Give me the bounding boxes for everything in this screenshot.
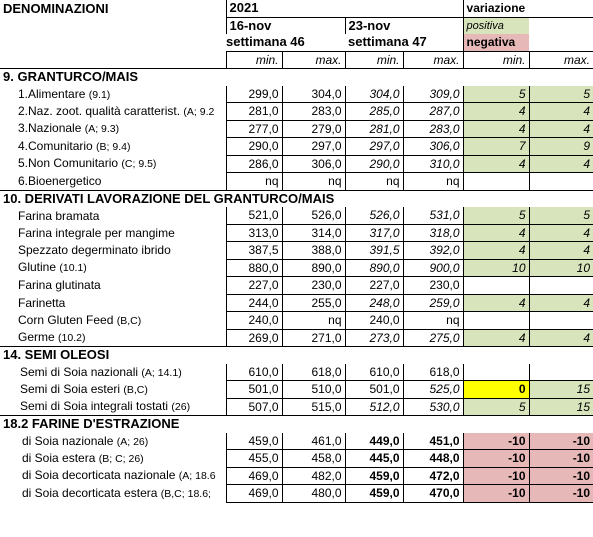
- max-prev-week: 306,0: [282, 155, 345, 173]
- item-name: di Soia nazionale: [22, 433, 114, 448]
- section-title: 10. DERIVATI LAVORAZIONE DEL GRANTURCO/MAIS: [0, 190, 593, 207]
- table-row: [0, 398, 593, 416]
- item-reference: (C; 9.5): [121, 158, 157, 171]
- min-curr-week: 317,0: [345, 224, 403, 242]
- variation-max: 4: [529, 103, 593, 121]
- row-label: [0, 467, 226, 485]
- section-header: [0, 416, 593, 433]
- item-reference: (A; 14.1): [141, 366, 182, 379]
- min-header: min.: [226, 51, 282, 69]
- min-prev-week: 313,0: [226, 224, 282, 242]
- item-reference: (A; 9.2: [183, 105, 215, 118]
- min-curr-week: 304,0: [345, 86, 403, 103]
- max-prev-week: 255,0: [282, 294, 345, 312]
- row-label: [0, 294, 226, 312]
- item-reference: (B; 9.4): [96, 140, 131, 153]
- min-curr-week: 526,0: [345, 207, 403, 224]
- variation-max: 5: [529, 207, 593, 224]
- variation-min: 4: [463, 242, 529, 260]
- item-reference: (B; C; 26): [98, 452, 144, 465]
- min-prev-week: 387,5: [226, 242, 282, 260]
- min-prev-week: 286,0: [226, 155, 282, 173]
- variation-min: [463, 312, 529, 330]
- min-curr-week: 445,0: [345, 450, 403, 468]
- min-curr-week: 290,0: [345, 155, 403, 173]
- variation-label: variazione: [463, 0, 593, 17]
- max-prev-week: 515,0: [282, 398, 345, 416]
- variation-max: 4: [529, 120, 593, 138]
- row-label: [0, 450, 226, 468]
- section-header: [0, 190, 593, 207]
- item-name: Semi di Soia nazionali: [20, 364, 139, 379]
- min-curr-week: 297,0: [345, 138, 403, 156]
- min-curr-week: 890,0: [345, 259, 403, 277]
- table-row: [0, 86, 593, 103]
- item-reference: (B,C): [123, 383, 148, 396]
- max-header: max.: [529, 51, 593, 69]
- row-label: [0, 259, 226, 277]
- row-label: [0, 138, 226, 156]
- column-title: DENOMINAZIONI: [3, 0, 109, 16]
- section-header: [0, 69, 593, 86]
- item-name: 1.Alimentare: [18, 86, 86, 101]
- item-name: Glutine: [18, 260, 57, 275]
- max-prev-week: 510,0: [282, 381, 345, 399]
- max-prev-week: 314,0: [282, 224, 345, 242]
- max-prev-week: 458,0: [282, 450, 345, 468]
- item-name: Semi di Soia esteri: [20, 381, 121, 396]
- item-name: Corn Gluten Feed: [18, 312, 114, 327]
- item-reference: (A; 26): [116, 435, 149, 448]
- row-label: [0, 103, 226, 121]
- table-row: [0, 450, 593, 468]
- variation-min: -10: [463, 433, 529, 450]
- variation-min: -10: [463, 467, 529, 485]
- min-prev-week: 277,0: [226, 120, 282, 138]
- max-prev-week: 279,0: [282, 120, 345, 138]
- variation-min: 7: [463, 138, 529, 156]
- date1-label: 16-nov: [226, 17, 345, 34]
- variation-max: 4: [529, 224, 593, 242]
- variation-min: 5: [463, 207, 529, 224]
- negative-legend: negativa: [463, 34, 529, 51]
- table-row: [0, 138, 593, 156]
- row-label: [0, 224, 226, 242]
- min-prev-week: 469,0: [226, 485, 282, 503]
- variation-min: [463, 277, 529, 295]
- item-reference: (B,C; 18.6;: [160, 487, 211, 500]
- variation-max: 15: [529, 398, 593, 416]
- header-row-3: [0, 34, 593, 51]
- header-row-4: [0, 51, 593, 69]
- max-curr-week: 259,0: [403, 294, 463, 312]
- table-row: [0, 224, 593, 242]
- variation-min: [463, 364, 529, 381]
- item-reference: (10.1): [59, 262, 87, 275]
- min-prev-week: 880,0: [226, 259, 282, 277]
- max-prev-week: 388,0: [282, 242, 345, 260]
- variation-max: [529, 364, 593, 381]
- max-curr-week: 287,0: [403, 103, 463, 121]
- item-name: Farinetta: [18, 295, 66, 310]
- section-title: 18.2 FARINE D'ESTRAZIONE: [0, 416, 593, 433]
- row-label: [0, 207, 226, 224]
- week2-label: settimana 47: [348, 34, 427, 50]
- row-label: [0, 329, 226, 347]
- variation-min: 5: [463, 86, 529, 103]
- item-name: Farina bramata: [18, 208, 100, 223]
- min-prev-week: 501,0: [226, 381, 282, 399]
- item-name: Germe: [18, 330, 55, 344]
- table-row: [0, 467, 593, 485]
- max-curr-week: 309,0: [403, 86, 463, 103]
- row-label: [0, 277, 226, 295]
- item-name: 4.Comunitario: [18, 138, 93, 153]
- variation-max: 5: [529, 86, 593, 103]
- variation-max: [529, 173, 593, 191]
- variation-min: 10: [463, 259, 529, 277]
- variation-max: 15: [529, 381, 593, 399]
- table-row: [0, 155, 593, 173]
- min-header: min.: [463, 51, 529, 69]
- max-prev-week: 271,0: [282, 329, 345, 347]
- table-row: [0, 173, 593, 191]
- min-curr-week: 391,5: [345, 242, 403, 260]
- variation-min: 4: [463, 103, 529, 121]
- max-prev-week: 230,0: [282, 277, 345, 295]
- variation-min: 5: [463, 398, 529, 416]
- min-prev-week: 299,0: [226, 86, 282, 103]
- max-curr-week: 318,0: [403, 224, 463, 242]
- max-curr-week: 451,0: [403, 433, 463, 450]
- max-header: max.: [403, 51, 463, 69]
- min-curr-week: 459,0: [345, 467, 403, 485]
- min-curr-week: 449,0: [345, 433, 403, 450]
- variation-max: -10: [529, 467, 593, 485]
- max-curr-week: 618,0: [403, 364, 463, 381]
- min-header: min.: [345, 51, 403, 69]
- max-curr-week: 230,0: [403, 277, 463, 295]
- max-curr-week: 392,0: [403, 242, 463, 260]
- table-row: [0, 329, 593, 347]
- min-curr-week: 273,0: [345, 329, 403, 347]
- max-curr-week: 283,0: [403, 120, 463, 138]
- variation-min: 0: [463, 381, 529, 399]
- item-name: di Soia decorticata estera: [22, 485, 158, 500]
- min-prev-week: 240,0: [226, 312, 282, 330]
- section-header: [0, 347, 593, 364]
- max-curr-week: 470,0: [403, 485, 463, 503]
- item-name: Spezzato degerminato ibrido: [18, 243, 171, 258]
- variation-max: [529, 312, 593, 330]
- table-row: [0, 364, 593, 381]
- min-curr-week: 610,0: [345, 364, 403, 381]
- min-curr-week: 512,0: [345, 398, 403, 416]
- variation-min: [463, 173, 529, 191]
- min-prev-week: 244,0: [226, 294, 282, 312]
- item-name: Semi di Soia integrali tostati: [20, 399, 169, 413]
- row-label: [0, 312, 226, 330]
- item-reference: (9.1): [88, 88, 111, 101]
- table-row: [0, 259, 593, 277]
- max-curr-week: nq: [403, 173, 463, 191]
- max-curr-week: 306,0: [403, 138, 463, 156]
- variation-max: -10: [529, 485, 593, 503]
- min-prev-week: 610,0: [226, 364, 282, 381]
- table-row: [0, 277, 593, 295]
- row-label: [0, 120, 226, 138]
- item-reference: (A; 18.6: [178, 470, 216, 483]
- year-label: 2021: [226, 0, 345, 17]
- max-curr-week: 472,0: [403, 467, 463, 485]
- variation-max: [529, 277, 593, 295]
- positive-legend: positiva: [463, 17, 529, 34]
- max-curr-week: 448,0: [403, 450, 463, 468]
- max-prev-week: 461,0: [282, 433, 345, 450]
- table-row: [0, 312, 593, 330]
- variation-max: 4: [529, 155, 593, 173]
- item-reference: (A; 9.3): [84, 123, 120, 136]
- min-prev-week: 227,0: [226, 277, 282, 295]
- variation-min: 4: [463, 155, 529, 173]
- min-prev-week: nq: [226, 173, 282, 191]
- min-prev-week: 521,0: [226, 207, 282, 224]
- item-name: 3.Nazionale: [18, 121, 82, 136]
- item-name: di Soia estera: [22, 450, 96, 465]
- max-prev-week: 297,0: [282, 138, 345, 156]
- variation-min: 4: [463, 329, 529, 347]
- min-curr-week: 240,0: [345, 312, 403, 330]
- max-curr-week: 531,0: [403, 207, 463, 224]
- variation-max: 10: [529, 259, 593, 277]
- row-label: [0, 86, 226, 103]
- section-title: 14. SEMI OLEOSI: [0, 347, 593, 364]
- min-prev-week: 281,0: [226, 103, 282, 121]
- max-prev-week: 618,0: [282, 364, 345, 381]
- max-curr-week: nq: [403, 312, 463, 330]
- max-prev-week: 480,0: [282, 485, 345, 503]
- row-label: [0, 155, 226, 173]
- variation-max: 4: [529, 242, 593, 260]
- min-curr-week: 501,0: [345, 381, 403, 399]
- max-prev-week: nq: [282, 312, 345, 330]
- item-name: Farina glutinata: [18, 278, 101, 293]
- max-prev-week: 283,0: [282, 103, 345, 121]
- table-row: [0, 294, 593, 312]
- section-title: 9. GRANTURCO/MAIS: [0, 69, 593, 86]
- min-curr-week: 459,0: [345, 485, 403, 503]
- max-prev-week: 526,0: [282, 207, 345, 224]
- max-curr-week: 525,0: [403, 381, 463, 399]
- min-curr-week: 281,0: [345, 120, 403, 138]
- variation-max: 4: [529, 294, 593, 312]
- min-prev-week: 459,0: [226, 433, 282, 450]
- max-prev-week: nq: [282, 173, 345, 191]
- max-header: max.: [282, 51, 345, 69]
- item-name: 5.Non Comunitario: [18, 156, 119, 171]
- row-label: [0, 381, 226, 399]
- row-label: [0, 173, 226, 191]
- variation-max: -10: [529, 450, 593, 468]
- max-prev-week: 304,0: [282, 86, 345, 103]
- header-row-2: [0, 17, 593, 34]
- variation-min: 4: [463, 224, 529, 242]
- item-reference: (10.2): [58, 332, 86, 344]
- max-prev-week: 890,0: [282, 259, 345, 277]
- min-prev-week: 469,0: [226, 467, 282, 485]
- item-name: 6.Bioenergetico: [18, 174, 102, 188]
- item-name: di Soia decorticata nazionale: [22, 468, 176, 483]
- max-curr-week: 900,0: [403, 259, 463, 277]
- variation-max: -10: [529, 433, 593, 450]
- item-name: 2.Naz. zoot. qualità caratterist.: [18, 103, 181, 118]
- min-curr-week: nq: [345, 173, 403, 191]
- table-row: [0, 103, 593, 121]
- row-label: [0, 433, 226, 450]
- variation-min: -10: [463, 450, 529, 468]
- min-prev-week: 507,0: [226, 398, 282, 416]
- max-curr-week: 530,0: [403, 398, 463, 416]
- header-row-1: [0, 0, 593, 17]
- min-prev-week: 455,0: [226, 450, 282, 468]
- date2-label: 23-nov: [345, 17, 463, 34]
- variation-min: 4: [463, 294, 529, 312]
- table-row: [0, 485, 593, 503]
- min-curr-week: 227,0: [345, 277, 403, 295]
- variation-max: 9: [529, 138, 593, 156]
- variation-min: -10: [463, 485, 529, 503]
- max-curr-week: 310,0: [403, 155, 463, 173]
- table-row: [0, 433, 593, 450]
- week1-label: settimana 46: [226, 34, 305, 50]
- max-prev-week: 482,0: [282, 467, 345, 485]
- table-row: [0, 242, 593, 260]
- max-curr-week: 275,0: [403, 329, 463, 347]
- item-name: Farina integrale per mangime: [18, 225, 175, 240]
- item-reference: (26): [171, 401, 191, 413]
- min-prev-week: 269,0: [226, 329, 282, 347]
- min-prev-week: 290,0: [226, 138, 282, 156]
- table-row: [0, 120, 593, 138]
- table-row: [0, 207, 593, 224]
- min-curr-week: 285,0: [345, 103, 403, 121]
- min-curr-week: 248,0: [345, 294, 403, 312]
- variation-max: 4: [529, 329, 593, 347]
- item-reference: (B,C): [116, 314, 142, 327]
- variation-min: 4: [463, 120, 529, 138]
- row-label: [0, 485, 226, 503]
- row-label: [0, 398, 226, 416]
- table-row: [0, 381, 593, 399]
- row-label: [0, 364, 226, 381]
- row-label: [0, 242, 226, 260]
